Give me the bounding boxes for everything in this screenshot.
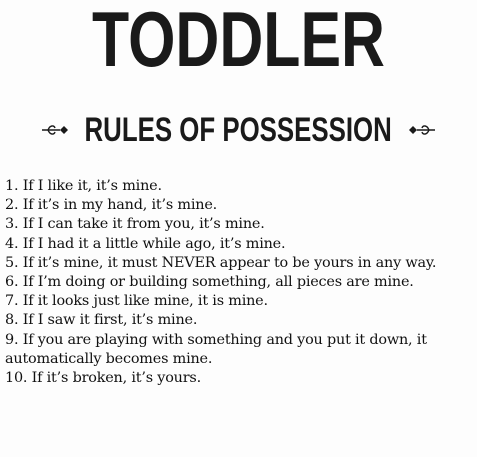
fleuron-ornament-icon xyxy=(40,123,70,137)
list-item: 9. If you are playing with something and you put it down, it automatically becomes mine. xyxy=(5,331,427,367)
page-title: TODDLER xyxy=(92,0,385,83)
list-item: 8. If I saw it first, it’s mine. xyxy=(5,312,198,329)
list-item: 7. If it looks just like mine, it is mine. xyxy=(5,293,268,310)
list-item: 5. If it’s mine, it must NEVER appear to be yours in any way. xyxy=(5,254,437,271)
rules-list xyxy=(5,177,475,388)
list-item: 4. If I had it a little while ago, it’s mine. xyxy=(5,235,286,252)
subtitle-row xyxy=(0,110,477,150)
list-item: 10. If it’s broken, it’s yours. xyxy=(5,370,201,387)
list-item: 6. If I’m doing or building something, all pieces are mine. xyxy=(5,274,414,291)
list-item: 2. If it’s in my hand, it’s mine. xyxy=(5,197,218,214)
fleuron-ornament-icon xyxy=(407,123,437,137)
list-item: 1. If I like it, it’s mine. xyxy=(5,178,162,194)
page-subtitle: RULES OF POSSESSION xyxy=(84,111,393,149)
list-item: 3. If I can take it from you, it’s mine. xyxy=(5,216,265,233)
